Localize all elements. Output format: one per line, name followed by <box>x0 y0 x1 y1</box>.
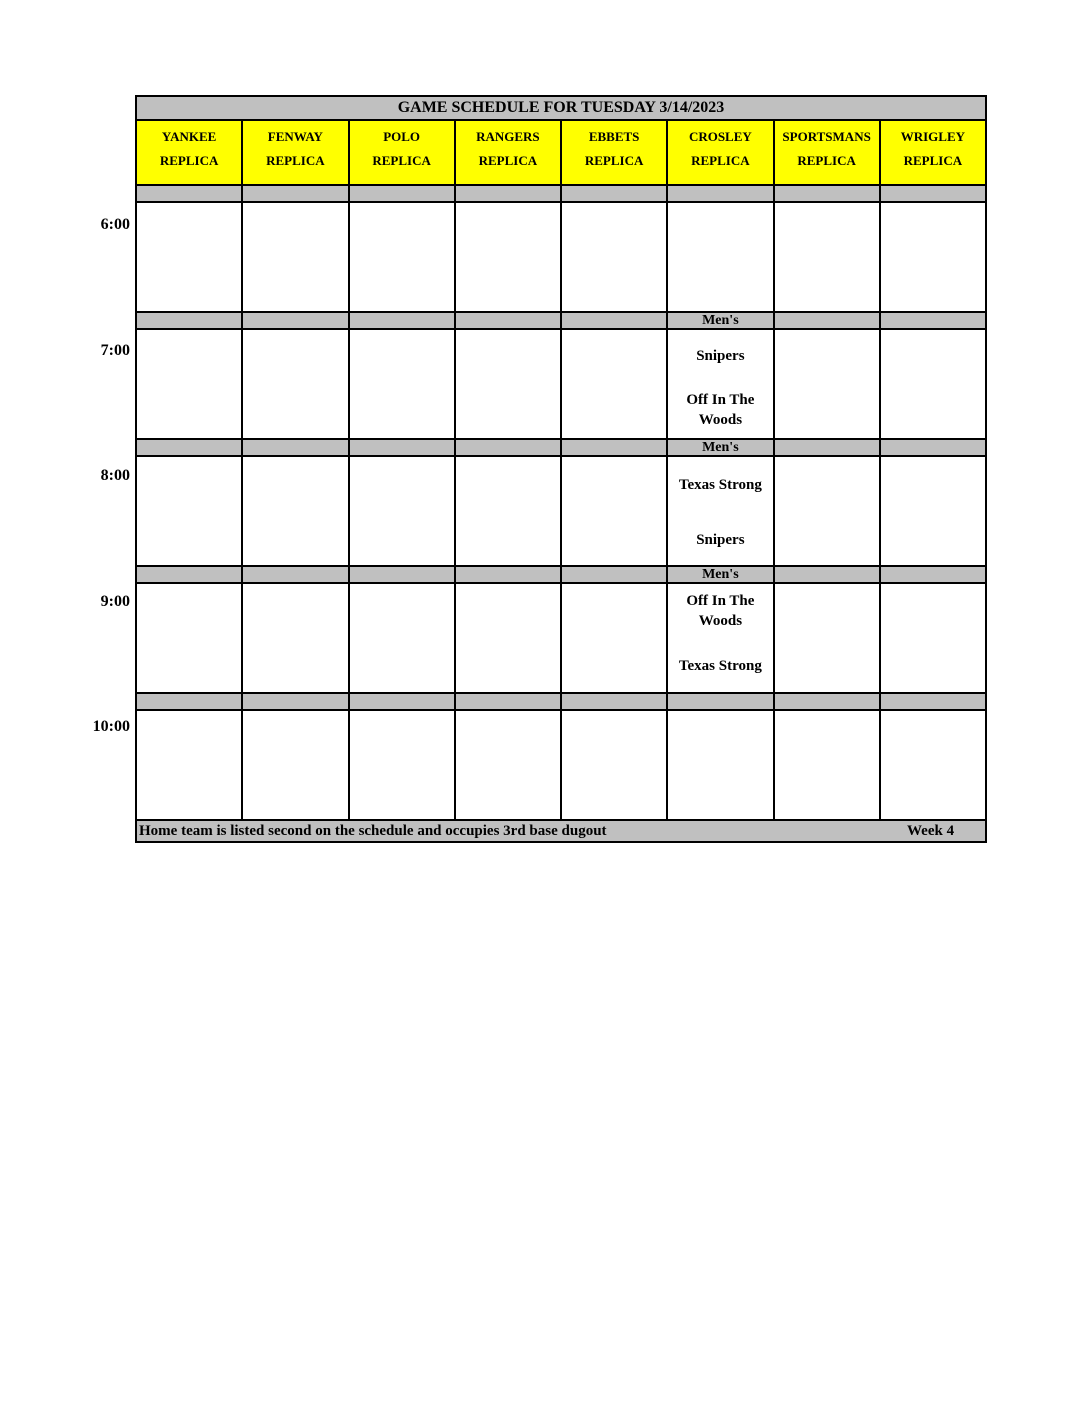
time-label-7: 7:00 <box>100 342 130 359</box>
game-cell <box>137 457 243 565</box>
game-cell <box>456 584 562 692</box>
game-cell <box>881 203 985 311</box>
field-subtitle: REPLICA <box>584 153 644 168</box>
game-cell <box>137 584 243 692</box>
away-team: Snipers <box>696 348 745 364</box>
division-label <box>668 186 774 201</box>
game-cell <box>350 584 456 692</box>
field-subtitle: REPLICA <box>691 153 750 168</box>
game-cell <box>881 584 985 692</box>
field-name: CROSLEY <box>688 129 752 144</box>
field-name: POLO <box>383 129 421 144</box>
field-subtitle: REPLICA <box>159 153 219 168</box>
away-team: Texas Strong <box>678 477 762 493</box>
game-cell <box>456 203 562 311</box>
field-name: SPORTSMANS <box>782 129 871 144</box>
game-cell <box>243 584 349 692</box>
home-team: Texas Strong <box>678 658 762 674</box>
game-cell <box>243 711 349 819</box>
division-row-6 <box>137 186 985 203</box>
division-label: Men's <box>668 567 774 582</box>
game-cell <box>137 711 243 819</box>
game-cell <box>562 203 668 311</box>
time-label-9: 9:00 <box>100 593 130 610</box>
division-label: Men's <box>668 440 774 455</box>
time-label-6: 6:00 <box>100 216 130 233</box>
game-cell <box>243 203 349 311</box>
field-subtitle: REPLICA <box>903 153 963 168</box>
field-subtitle: REPLICA <box>478 153 538 168</box>
schedule-title: GAME SCHEDULE FOR TUESDAY 3/14/2023 <box>137 97 985 121</box>
field-subtitle: REPLICA <box>797 153 856 168</box>
time-slot-row-9 <box>137 584 985 694</box>
game-cell <box>775 457 881 565</box>
division-label <box>668 694 774 709</box>
game-cell <box>668 711 774 819</box>
division-label: Men's <box>668 313 774 328</box>
week-label: Week 4 <box>907 823 955 839</box>
game-cell <box>350 457 456 565</box>
game-cell-crosley <box>668 330 774 438</box>
time-label-8: 8:00 <box>100 467 130 484</box>
home-team: Snipers <box>696 532 745 548</box>
time-slot-row-8 <box>137 457 985 567</box>
division-row-7 <box>137 313 985 330</box>
game-cell <box>562 711 668 819</box>
field-header-wrigley <box>881 121 985 184</box>
time-label-10: 10:00 <box>92 718 130 735</box>
game-cell <box>562 584 668 692</box>
time-slot-row-10 <box>137 711 985 821</box>
game-cell <box>775 584 881 692</box>
field-name: WRIGLEY <box>900 129 966 144</box>
field-name: YANKEE <box>161 129 217 144</box>
field-header-polo <box>350 121 456 184</box>
schedule-sheet <box>135 95 987 843</box>
game-cell <box>881 330 985 438</box>
division-row-9 <box>137 567 985 584</box>
field-header-fenway <box>243 121 349 184</box>
away-team: Off In The Woods <box>686 593 755 629</box>
game-cell-crosley <box>668 584 774 692</box>
game-cell <box>456 711 562 819</box>
field-header-sportsmans <box>775 121 881 184</box>
game-cell <box>137 330 243 438</box>
field-header-crosley <box>668 121 774 184</box>
field-name: RANGERS <box>476 129 540 144</box>
field-subtitle: REPLICA <box>372 153 431 168</box>
time-slot-row-6 <box>137 203 985 313</box>
game-cell <box>243 457 349 565</box>
time-slot-row-7 <box>137 330 985 440</box>
game-cell <box>775 711 881 819</box>
game-cell <box>668 203 774 311</box>
game-cell-crosley <box>668 457 774 565</box>
home-team: Off In The Woods <box>686 392 755 428</box>
game-cell <box>881 457 985 565</box>
game-cell <box>456 457 562 565</box>
game-cell <box>562 330 668 438</box>
game-cell <box>137 203 243 311</box>
game-cell <box>350 330 456 438</box>
field-header-row <box>137 121 985 186</box>
field-name: EBBETS <box>588 129 640 144</box>
game-cell <box>350 203 456 311</box>
game-cell <box>775 330 881 438</box>
field-header-ebbets <box>562 121 668 184</box>
division-row-8 <box>137 440 985 457</box>
game-cell <box>775 203 881 311</box>
field-name: FENWAY <box>267 129 323 144</box>
field-header-rangers <box>456 121 562 184</box>
field-header-yankee <box>137 121 243 184</box>
game-cell <box>456 330 562 438</box>
field-subtitle: REPLICA <box>266 153 325 168</box>
home-team-note: Home team is listed second on the schedule and occupies 3rd base dugout <box>139 823 607 839</box>
schedule-footer <box>137 821 985 841</box>
game-cell <box>350 711 456 819</box>
game-cell <box>243 330 349 438</box>
division-row-10 <box>137 694 985 711</box>
game-cell <box>881 711 985 819</box>
game-cell <box>562 457 668 565</box>
